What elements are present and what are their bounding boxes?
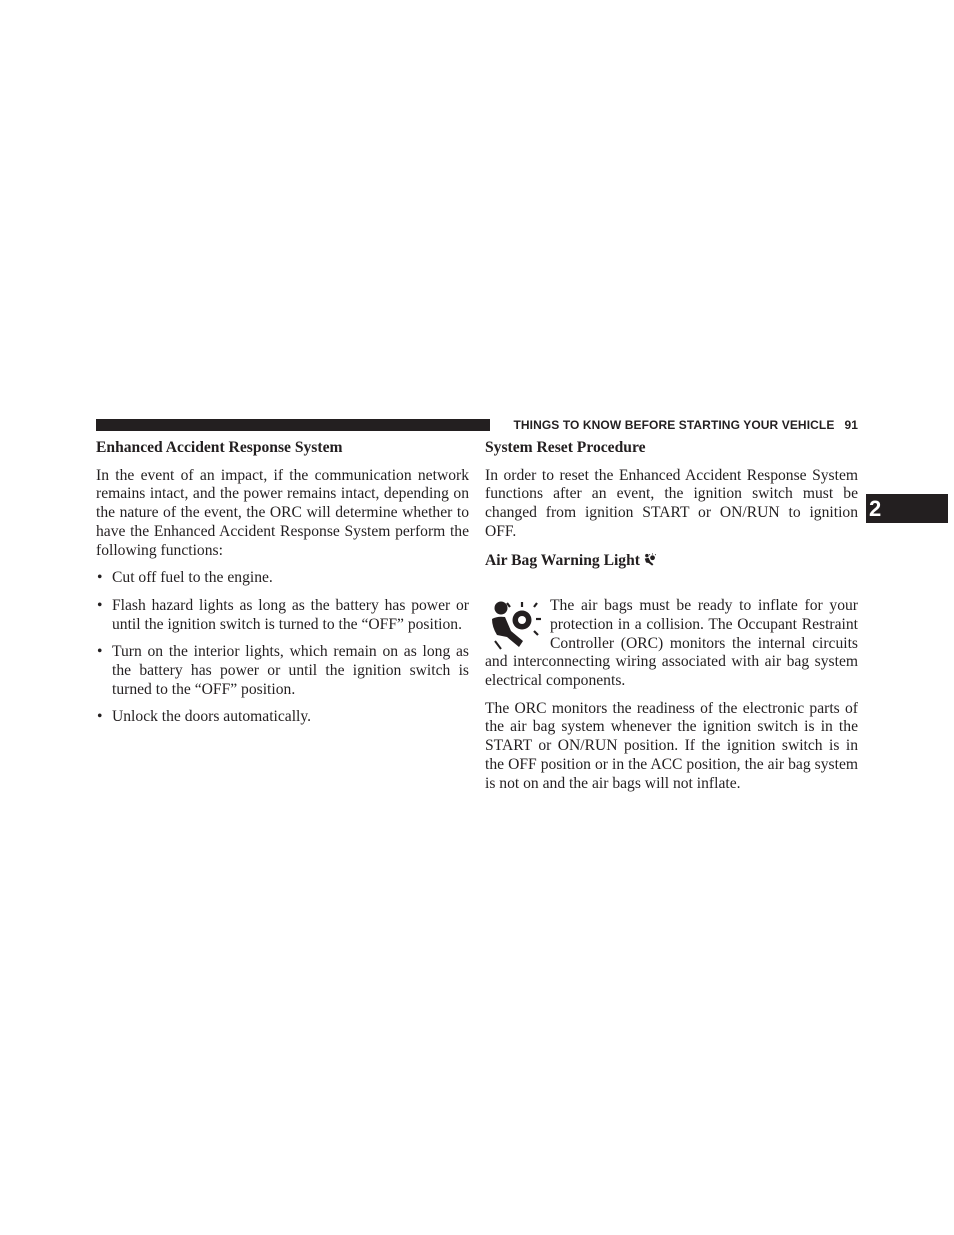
airbag-heading xyxy=(485,551,858,572)
page-number: 91 xyxy=(844,418,858,432)
list-item: • Unlock the doors automatically. xyxy=(96,708,469,727)
left-column xyxy=(96,438,469,727)
list-item: • Cut off fuel to the engine. xyxy=(96,569,469,588)
running-header xyxy=(498,418,858,432)
airbag-warning-icon xyxy=(485,597,545,653)
right-column xyxy=(485,438,858,793)
ears-function-list xyxy=(96,569,469,727)
chapter-number: 2 xyxy=(869,496,882,521)
ears-intro: In the event of an impact, if the communication network remains intact, and the power remains intact, depending on the nature of the event, the ORC will determine whether to have the Enhanced Accident Response System perform the following functions: xyxy=(96,466,469,559)
header-rule xyxy=(96,419,490,431)
reset-text: In order to reset the Enhanced Accident Response System functions after an event, the ignition switch must be changed from ignition START or ON/RUN to ignition OFF. xyxy=(485,466,858,540)
section-title: THINGS TO KNOW BEFORE STARTING YOUR VEHICLE xyxy=(513,418,835,432)
airbag-heading-label: Air Bag Warning Light xyxy=(485,551,640,569)
ears-heading: Enhanced Accident Response System xyxy=(96,439,343,456)
airbag-text: The air bags must be ready to inflate for your protection in a collision. The Occupant Restraint Controller (ORC) monitors the internal circuits and interconnecting wiring associated with air bag system electrical components. xyxy=(485,597,858,690)
airbag-description xyxy=(485,597,858,691)
list-item: • Flash hazard lights as long as the battery has power or until the ignition switch is turned to the “OFF” position. xyxy=(96,597,469,634)
reset-heading: System Reset Procedure xyxy=(485,439,646,456)
orc-readiness-text: The ORC monitors the readiness of the electronic parts of the air bag system whenever the ignition switch is in the START or ON/RUN position. If the ignition switch is in the OFF position or in the ACC position, the air bag system is not on and the air bags will not inflate. xyxy=(485,699,858,792)
list-item: • Turn on the interior lights, which remain on as long as the battery has power or until the ignition switch is turned to the “OFF” position. xyxy=(96,643,469,699)
airbag-warning-small-icon xyxy=(643,553,656,572)
chapter-tab xyxy=(866,494,948,523)
